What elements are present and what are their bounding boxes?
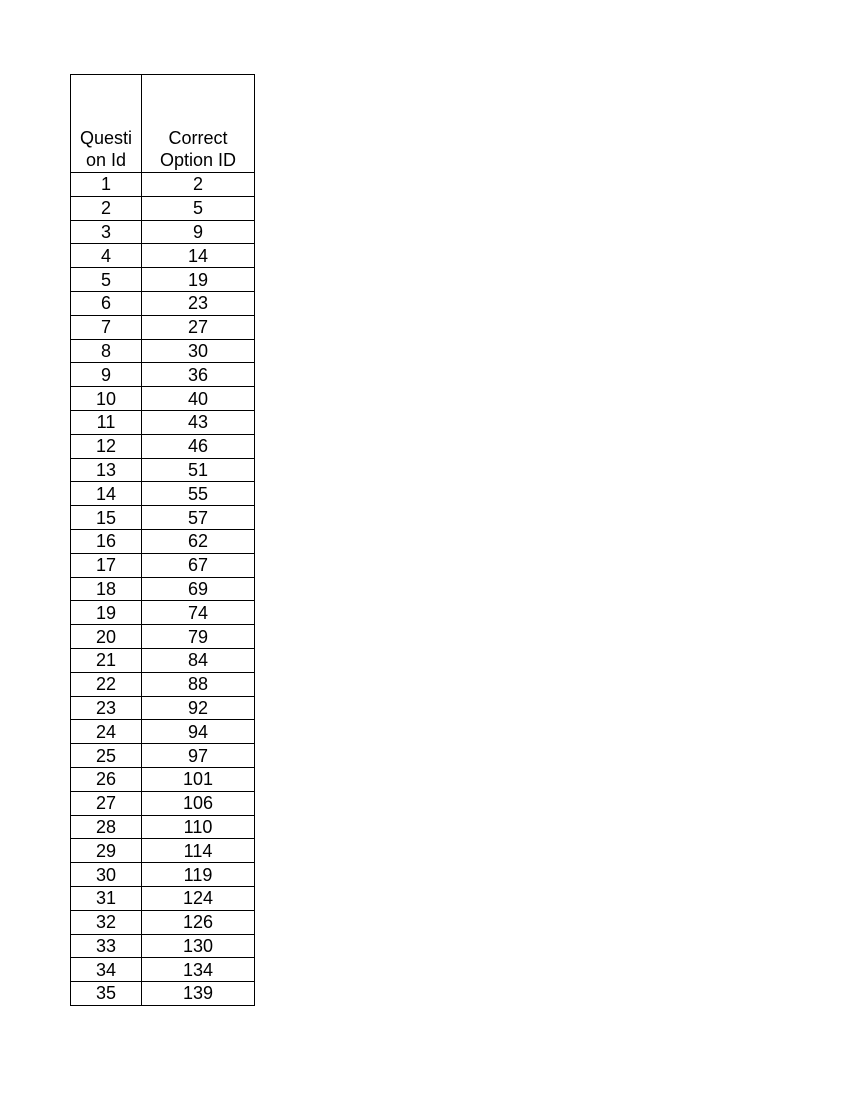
table-body <box>71 173 255 1006</box>
question-id-cell: 7 <box>71 315 142 339</box>
correct-option-id-header-line-1: Correct <box>168 128 228 148</box>
table-row <box>71 863 255 887</box>
question-id-cell: 19 <box>71 601 142 625</box>
correct-option-id-cell: 27 <box>142 315 255 339</box>
question-id-cell: 16 <box>71 529 142 553</box>
table-row <box>71 196 255 220</box>
correct-option-id-cell: 79 <box>142 625 255 649</box>
question-id-cell: 13 <box>71 458 142 482</box>
table-row <box>71 696 255 720</box>
correct-option-id-cell: 14 <box>142 244 255 268</box>
question-id-cell: 34 <box>71 958 142 982</box>
correct-option-id-cell: 36 <box>142 363 255 387</box>
question-id-cell: 35 <box>71 982 142 1006</box>
correct-option-id-cell: 124 <box>142 886 255 910</box>
table-row <box>71 886 255 910</box>
question-id-cell: 26 <box>71 767 142 791</box>
correct-option-id-cell: 106 <box>142 791 255 815</box>
table-row <box>71 815 255 839</box>
question-id-cell: 23 <box>71 696 142 720</box>
correct-option-id-cell: 134 <box>142 958 255 982</box>
table-row <box>71 625 255 649</box>
header-row <box>71 75 255 173</box>
table-row <box>71 720 255 744</box>
table-row <box>71 410 255 434</box>
question-id-cell: 4 <box>71 244 142 268</box>
question-id-cell: 22 <box>71 672 142 696</box>
question-id-cell: 8 <box>71 339 142 363</box>
correct-option-id-cell: 97 <box>142 744 255 768</box>
correct-option-id-cell: 67 <box>142 553 255 577</box>
question-id-cell: 11 <box>71 410 142 434</box>
correct-option-id-cell: 130 <box>142 934 255 958</box>
correct-option-id-cell: 30 <box>142 339 255 363</box>
table-row <box>71 387 255 411</box>
question-id-cell: 15 <box>71 506 142 530</box>
table-row <box>71 934 255 958</box>
correct-option-id-cell: 92 <box>142 696 255 720</box>
question-id-cell: 27 <box>71 791 142 815</box>
question-id-cell: 31 <box>71 886 142 910</box>
correct-option-id-cell: 84 <box>142 648 255 672</box>
correct-option-id-cell: 23 <box>142 291 255 315</box>
question-id-header <box>71 75 142 173</box>
table-row <box>71 648 255 672</box>
question-id-cell: 10 <box>71 387 142 411</box>
question-id-cell: 24 <box>71 720 142 744</box>
table-row <box>71 839 255 863</box>
correct-option-id-cell: 119 <box>142 863 255 887</box>
table-row <box>71 529 255 553</box>
correct-option-id-cell: 114 <box>142 839 255 863</box>
question-id-cell: 32 <box>71 910 142 934</box>
question-id-cell: 2 <box>71 196 142 220</box>
table-row <box>71 291 255 315</box>
correct-option-id-cell: 94 <box>142 720 255 744</box>
question-id-cell: 17 <box>71 553 142 577</box>
correct-option-id-header <box>142 75 255 173</box>
question-id-header-line-2: on Id <box>85 150 127 170</box>
correct-option-id-cell: 5 <box>142 196 255 220</box>
correct-option-id-cell: 55 <box>142 482 255 506</box>
correct-option-id-cell: 40 <box>142 387 255 411</box>
question-id-cell: 30 <box>71 863 142 887</box>
table-row <box>71 363 255 387</box>
question-id-cell: 29 <box>71 839 142 863</box>
question-id-cell: 3 <box>71 220 142 244</box>
question-id-cell: 6 <box>71 291 142 315</box>
question-id-cell: 28 <box>71 815 142 839</box>
question-id-cell: 9 <box>71 363 142 387</box>
table-row <box>71 339 255 363</box>
table-row <box>71 553 255 577</box>
correct-option-id-cell: 9 <box>142 220 255 244</box>
correct-option-id-header-line-2: Option ID <box>159 150 237 170</box>
question-id-cell: 12 <box>71 434 142 458</box>
correct-option-id-cell: 88 <box>142 672 255 696</box>
correct-option-id-cell: 101 <box>142 767 255 791</box>
table-row <box>71 220 255 244</box>
table-row <box>71 244 255 268</box>
table-row <box>71 268 255 292</box>
correct-option-id-cell: 51 <box>142 458 255 482</box>
table-row <box>71 482 255 506</box>
table-row <box>71 982 255 1006</box>
correct-option-id-cell: 139 <box>142 982 255 1006</box>
table-row <box>71 458 255 482</box>
correct-option-id-cell: 57 <box>142 506 255 530</box>
question-id-cell: 25 <box>71 744 142 768</box>
table-row <box>71 958 255 982</box>
table-row <box>71 506 255 530</box>
question-id-cell: 33 <box>71 934 142 958</box>
correct-option-id-cell: 69 <box>142 577 255 601</box>
question-id-cell: 1 <box>71 173 142 197</box>
table-row <box>71 767 255 791</box>
table-row <box>71 315 255 339</box>
table-row <box>71 173 255 197</box>
table-row <box>71 910 255 934</box>
correct-option-id-cell: 43 <box>142 410 255 434</box>
answer-key-table <box>70 74 255 1006</box>
correct-option-id-cell: 74 <box>142 601 255 625</box>
question-id-cell: 20 <box>71 625 142 649</box>
question-id-cell: 5 <box>71 268 142 292</box>
question-id-header-line-1: Questi <box>79 128 133 148</box>
question-id-cell: 14 <box>71 482 142 506</box>
correct-option-id-cell: 19 <box>142 268 255 292</box>
table-row <box>71 577 255 601</box>
table-row <box>71 672 255 696</box>
correct-option-id-cell: 110 <box>142 815 255 839</box>
correct-option-id-cell: 126 <box>142 910 255 934</box>
question-id-cell: 18 <box>71 577 142 601</box>
correct-option-id-cell: 2 <box>142 173 255 197</box>
table-row <box>71 601 255 625</box>
correct-option-id-cell: 46 <box>142 434 255 458</box>
table-row <box>71 791 255 815</box>
table-row <box>71 744 255 768</box>
table-row <box>71 434 255 458</box>
correct-option-id-cell: 62 <box>142 529 255 553</box>
question-id-cell: 21 <box>71 648 142 672</box>
